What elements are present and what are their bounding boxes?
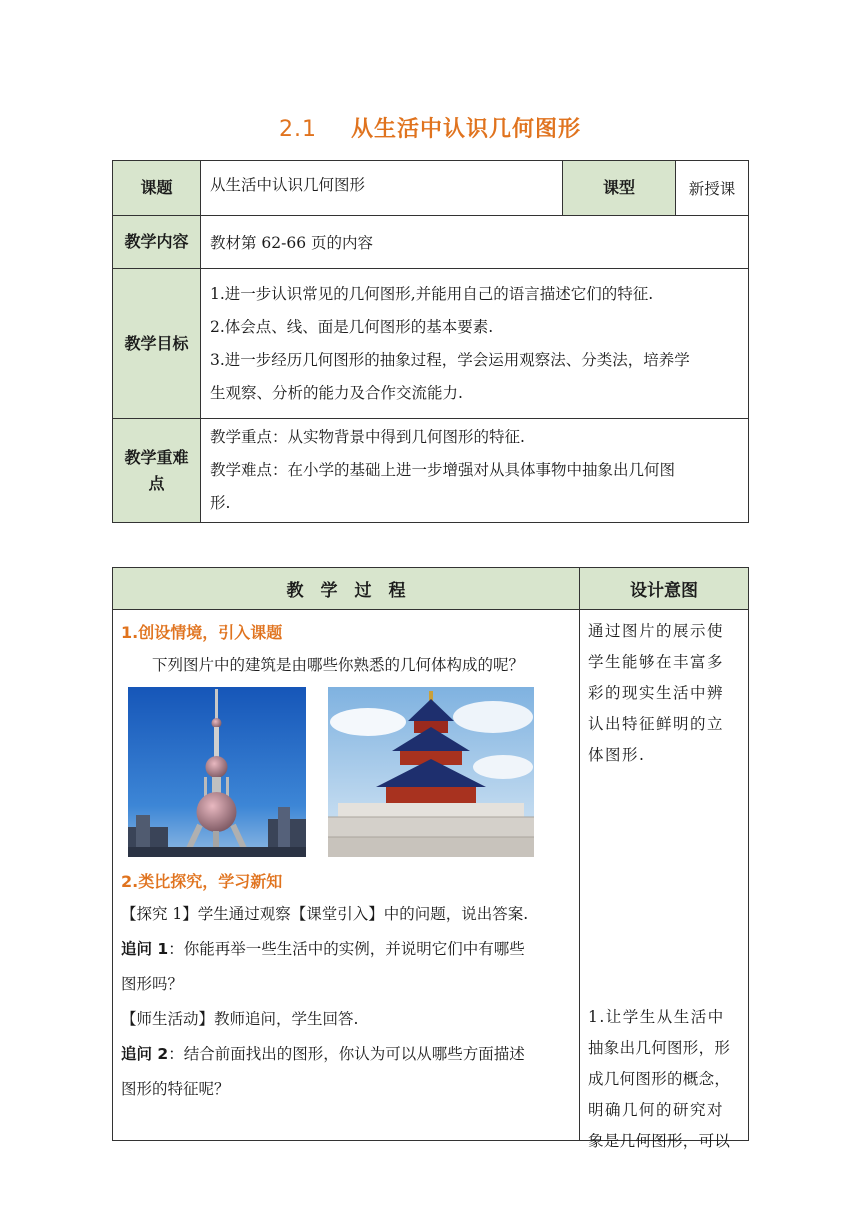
followup-2-text: ：结合前面找出的图形，你认为可以从哪些方面描述	[168, 1045, 525, 1063]
focus-label-line: 教学重难	[124, 447, 189, 467]
topic-value: 从生活中认识几何图形	[201, 161, 563, 216]
topic-label: 课题	[113, 161, 201, 216]
focus-list	[201, 419, 749, 523]
design-line: 象是几何图形，可以	[588, 1132, 731, 1150]
design-line: 体图形.	[588, 746, 646, 764]
process-cell	[113, 610, 580, 1141]
goal-item: 3.进一步经历几何图形的抽象过程，学会运用观察法、分类法，培养学	[210, 350, 690, 369]
section1-text: 下列图片中的建筑是由哪些你熟悉的几何体构成的呢？	[152, 656, 525, 674]
type-value: 新授课	[676, 161, 749, 216]
process-header: 教 学 过 程	[113, 568, 580, 610]
section1-title: 1.创设情境，引入课题	[121, 623, 283, 642]
goals-list	[201, 269, 749, 419]
design-line: 抽象出几何图形，形	[588, 1039, 731, 1057]
table-row	[113, 161, 749, 216]
content-value: 教材第 62-66 页的内容	[201, 216, 749, 269]
explore-1-text: 【探究 1】学生通过观察【课堂引入】中的问题，说出答案.	[121, 905, 529, 923]
table-row	[113, 610, 749, 1141]
focus-label	[113, 419, 201, 523]
followup-2-label: 追问 2	[121, 1045, 169, 1063]
goal-item: 生观察、分析的能力及合作交流能力.	[210, 383, 463, 402]
design-intent-1	[588, 616, 740, 771]
goals-label: 教学目标	[113, 269, 201, 419]
lesson-info-table	[112, 160, 749, 523]
design-line: 认出特征鲜明的立	[588, 715, 725, 733]
followup-2-continuation: 图形的特征呢？	[121, 1080, 230, 1098]
followup-1-line	[121, 932, 571, 967]
focus-item: 教学重点：从实物背景中得到几何图形的特征.	[210, 428, 525, 446]
followup-1-text: ：你能再举一些生活中的实例，并说明它们中有哪些	[168, 940, 525, 958]
table-row	[113, 568, 749, 610]
design-line: 学生能够在丰富多	[588, 653, 725, 671]
goal-item: 1.进一步认识常见的几何图形,并能用自己的语言描述它们的特征.	[210, 284, 654, 303]
focus-item: 形.	[210, 494, 231, 512]
followup-2-line	[121, 1037, 571, 1072]
content-label: 教学内容	[113, 216, 201, 269]
section2-title: 2.类比探究，学习新知	[121, 872, 283, 891]
design-intent-cell	[580, 610, 749, 1150]
table-row	[113, 269, 749, 419]
photo-row	[121, 687, 571, 867]
design-line: 明确几何的研究对	[588, 1101, 725, 1119]
table-row	[113, 419, 749, 523]
design-intent-2	[588, 1002, 742, 1157]
teaching-process-table	[112, 567, 749, 1150]
teacher-activity-text: 【师生活动】教师追问，学生回答.	[121, 1010, 359, 1028]
oriental-pearl-tower-image	[128, 687, 306, 857]
title-text: 从生活中认识几何图形	[350, 117, 581, 142]
followup-1-continuation: 图形吗？	[121, 975, 184, 993]
focus-label-line: 点	[148, 473, 165, 493]
table-row	[113, 216, 749, 269]
design-line: 彩的现实生活中辨	[588, 684, 725, 702]
design-line: 成几何图形的概念，	[588, 1070, 731, 1088]
design-line: 1.让学生从生活中	[588, 1008, 725, 1026]
goal-item: 2.体会点、线、面是几何图形的基本要素.	[210, 317, 494, 336]
followup-1-label: 追问 1	[121, 940, 169, 958]
design-line: 通过图片的展示使	[588, 622, 725, 640]
type-label: 课型	[563, 161, 676, 216]
focus-item: 教学难点：在小学的基础上进一步增强对从具体事物中抽象出几何图	[210, 461, 676, 479]
page-title	[0, 112, 860, 143]
temple-of-heaven-image	[328, 687, 534, 857]
section-number: 2.1	[278, 117, 317, 142]
design-header: 设计意图	[580, 568, 749, 610]
